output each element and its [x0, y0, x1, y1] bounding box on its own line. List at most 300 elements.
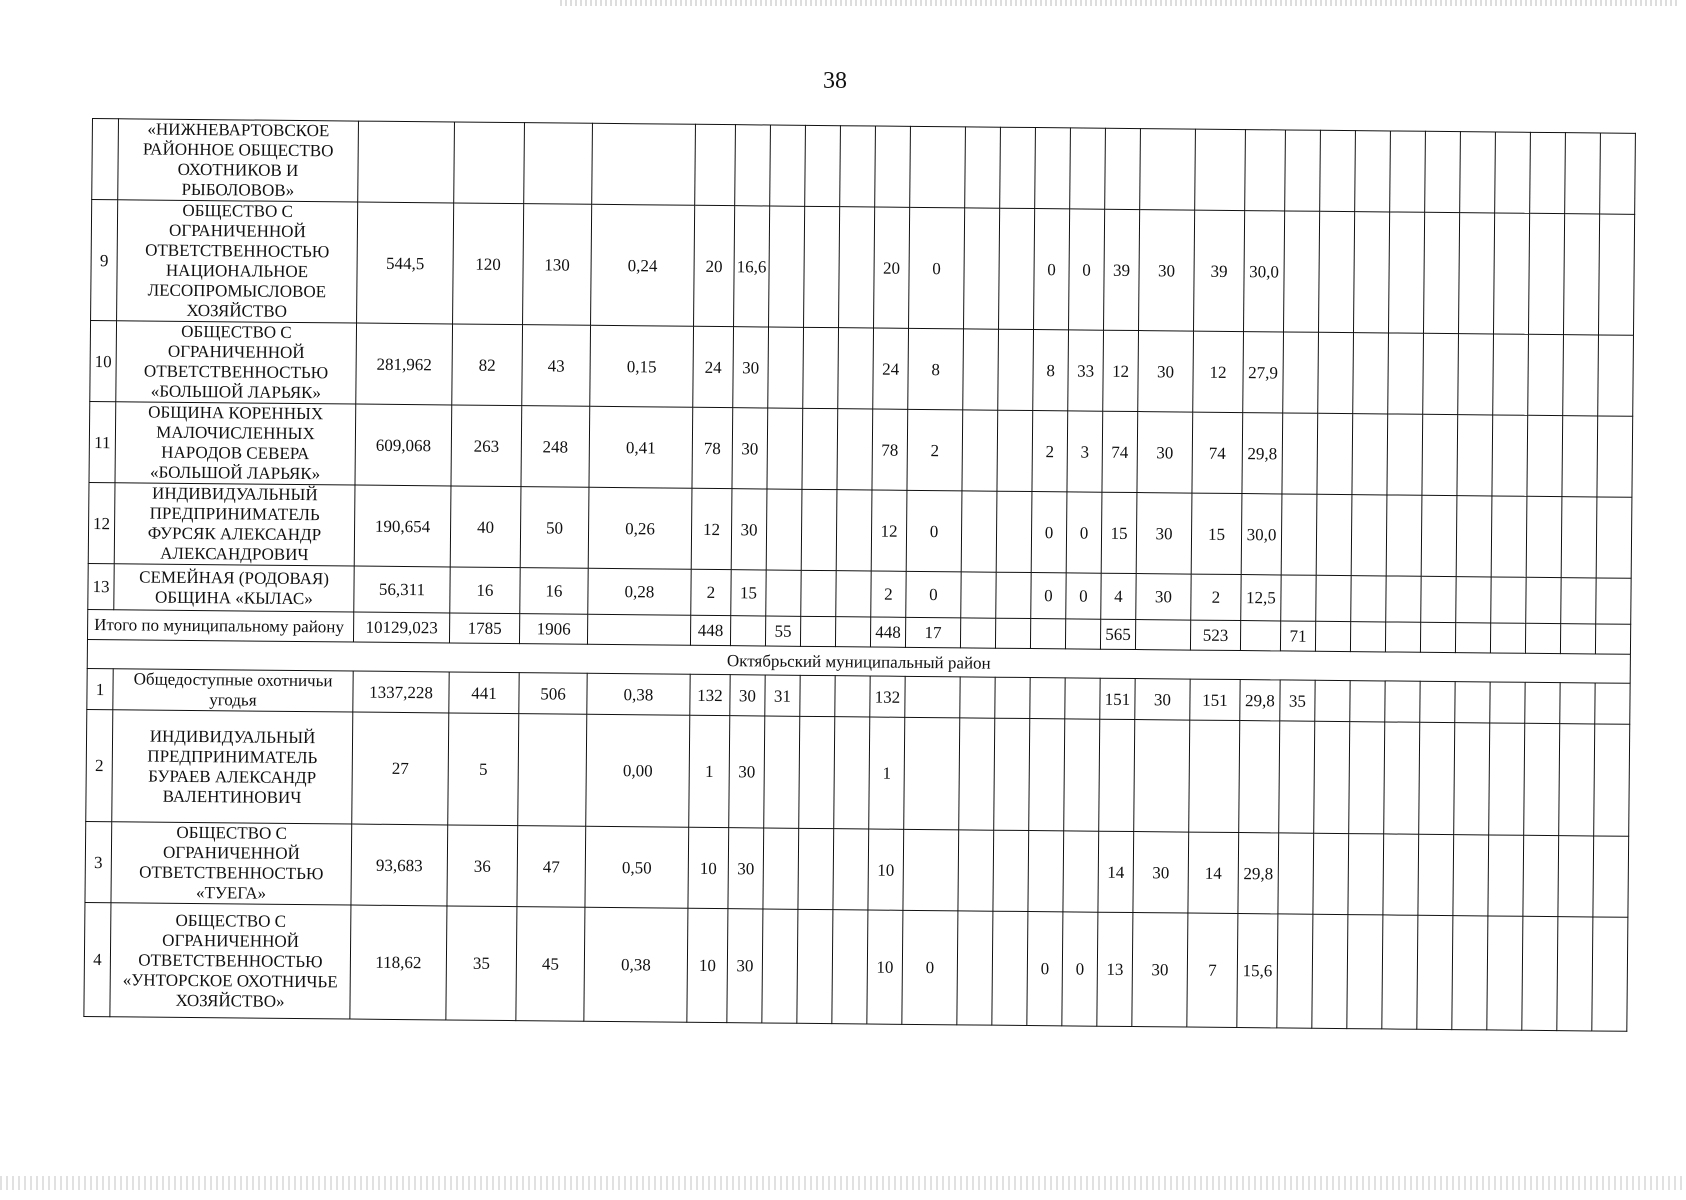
row-number: 10 [90, 320, 117, 401]
table-cell [997, 410, 1033, 491]
table-cell [1284, 211, 1320, 332]
table-cell [1386, 576, 1421, 622]
table-cell [964, 208, 1000, 329]
table-cell [1593, 836, 1629, 917]
table-cell: 0,00 [586, 714, 690, 827]
table-cell: 441 [449, 672, 519, 714]
table-cell [798, 828, 834, 909]
table-cell [1592, 917, 1628, 1031]
table-cell: 93,683 [351, 824, 448, 906]
table-cell: 8 [908, 328, 964, 410]
table-cell: 12,5 [1241, 575, 1281, 621]
table-cell: 0 [909, 207, 965, 329]
table-cell: 8 [1033, 330, 1069, 411]
table-cell [1312, 914, 1348, 1028]
table-cell: 30 [733, 327, 769, 408]
table-cell [1134, 720, 1190, 833]
table-cell: 43 [522, 325, 591, 407]
table-body [84, 119, 1636, 1032]
table-cell: 45 [516, 907, 585, 1022]
table-cell: 30 [1138, 331, 1194, 413]
table-cell [904, 717, 960, 830]
scan-edge-top [560, 0, 1680, 6]
table-cell [1596, 497, 1632, 578]
table-cell [1455, 682, 1490, 723]
table-cell [1598, 335, 1634, 416]
table-cell [1524, 723, 1560, 835]
table-cell [1384, 722, 1420, 834]
table-cell [1070, 128, 1106, 209]
table-cell [1419, 722, 1455, 834]
table-cell: 263 [451, 405, 522, 487]
table-cell [358, 121, 455, 203]
table-cell: 71 [1280, 621, 1315, 651]
table-cell [1030, 619, 1065, 649]
table-cell [764, 716, 800, 828]
table-cell: 12 [871, 490, 907, 571]
scan-edge-bottom [0, 1176, 1686, 1190]
table-cell: 17 [905, 617, 960, 648]
table-cell: 2 [871, 571, 906, 617]
table-cell: 190,654 [354, 485, 451, 567]
table-cell [1557, 917, 1593, 1031]
table-cell [1561, 578, 1596, 624]
table-cell [961, 572, 996, 618]
table-cell: 78 [692, 407, 733, 488]
organization-name: «НИЖНЕВАРТОВСКОЕ РАЙОННОЕ ОБЩЕСТВО ОХОТНИКОВ И РЫБОЛОВОВ» [118, 119, 359, 202]
organization-name: ОБЩЕСТВО С ОГРАНИЧЕННОЙ ОТВЕТСТВЕННОСТЬЮ НАЦИОНАЛЬНОЕ ЛЕСОПРОМЫСЛОВОЕ ХОЗЯЙСТВО [117, 200, 358, 323]
table-cell [1281, 575, 1316, 621]
table-cell [1352, 414, 1388, 495]
table-cell: 30 [731, 489, 767, 570]
organization-name: ОБЩЕСТВО С ОГРАНИЧЕННОЙ ОТВЕТСТВЕННОСТЬЮ «БОЛЬШОЙ ЛАРЬЯК» [116, 321, 357, 404]
table-cell [832, 910, 868, 1024]
row-number: 1 [87, 668, 113, 709]
table-cell [524, 123, 593, 205]
table-cell [1492, 415, 1528, 496]
table-cell: 29,8 [1240, 680, 1280, 721]
table-cell [730, 616, 765, 646]
table-cell [840, 126, 876, 207]
table-cell [1493, 213, 1529, 334]
table-cell [1239, 721, 1280, 833]
table-cell: 544,5 [357, 202, 454, 324]
table-cell [1035, 128, 1071, 209]
table-cell: 0,50 [585, 826, 689, 908]
table-cell: 36 [447, 825, 518, 907]
table-cell: 13 [1097, 912, 1133, 1026]
table-cell: 30 [1139, 210, 1195, 332]
table-cell: 24 [693, 326, 734, 407]
table-cell: 0 [906, 490, 962, 572]
table-cell [1030, 678, 1065, 719]
table-cell [518, 714, 587, 827]
table-cell [1000, 127, 1036, 208]
table-cell: 10 [868, 829, 904, 910]
table-cell [1390, 131, 1426, 212]
table-cell: 1337,228 [353, 671, 449, 713]
table-cell [1456, 496, 1492, 577]
table-cell: 0,24 [591, 204, 695, 326]
table-cell [769, 206, 805, 327]
table-cell [803, 327, 839, 408]
table-cell: 27 [352, 712, 449, 825]
hunting-quota-table [83, 118, 1636, 1032]
table-cell [1420, 622, 1455, 652]
table-cell [1277, 914, 1313, 1028]
table-cell [1388, 333, 1424, 414]
table-cell: 30,0 [1244, 211, 1285, 332]
table-cell [960, 677, 995, 718]
table-cell: 2 [1191, 574, 1241, 620]
table-cell: 20 [694, 205, 735, 326]
table-cell [1528, 334, 1564, 415]
table-cell: 506 [519, 673, 587, 715]
table-cell: 0,41 [589, 406, 693, 488]
table-cell: 448 [870, 617, 905, 647]
table-cell [762, 909, 798, 1023]
table-cell: 0,15 [590, 325, 694, 407]
table-cell [1281, 494, 1317, 575]
table-cell: 0 [1027, 912, 1063, 1026]
table-cell: 0 [1069, 209, 1105, 330]
table-cell [1347, 915, 1383, 1029]
table-cell: 0 [1062, 912, 1098, 1026]
table-cell: 0,26 [588, 487, 692, 569]
table-cell: 565 [1100, 619, 1135, 649]
table-cell: 30 [729, 716, 765, 828]
table-cell [1105, 128, 1141, 209]
table-cell [1453, 835, 1489, 916]
table-cell [996, 572, 1031, 618]
table-cell: 15 [731, 570, 766, 616]
table-cell [1523, 835, 1559, 916]
table-cell: 248 [521, 406, 590, 488]
table-cell [1350, 681, 1385, 722]
table-cell [1417, 915, 1453, 1029]
table-cell [910, 126, 966, 208]
table-cell [1495, 132, 1531, 213]
table-cell [767, 408, 803, 489]
table-cell [835, 617, 870, 647]
table-row [86, 709, 1630, 836]
table-cell [804, 206, 840, 327]
table-cell [1460, 132, 1496, 213]
table-cell: 2 [691, 569, 731, 615]
table-cell [1456, 577, 1491, 623]
table-cell: 40 [450, 486, 521, 568]
table-cell: 523 [1190, 620, 1240, 650]
table-cell: 132 [870, 676, 905, 717]
table-cell [1348, 834, 1384, 915]
table-cell: 15 [1191, 493, 1242, 574]
row-number [92, 119, 119, 200]
table-cell [998, 329, 1034, 410]
table-cell: 20 [874, 207, 910, 328]
table-cell [957, 911, 993, 1025]
table-cell [1562, 416, 1598, 497]
table-cell [1597, 416, 1633, 497]
table-cell [1560, 624, 1595, 654]
row-number: 3 [85, 821, 112, 902]
table-row [84, 902, 1628, 1031]
table-cell: 30,0 [1241, 494, 1282, 575]
table-cell: 448 [690, 615, 730, 645]
table-cell [1458, 334, 1494, 415]
table-cell [1560, 683, 1595, 724]
table-cell: 24 [873, 328, 909, 409]
table-cell [1422, 414, 1458, 495]
table-cell: 0 [1066, 492, 1102, 573]
table-cell [454, 122, 525, 204]
table-cell [996, 491, 1032, 572]
table-cell: 1 [689, 715, 730, 827]
table-cell [1386, 495, 1422, 576]
table-cell: 5 [448, 713, 519, 826]
table-cell [1455, 623, 1490, 653]
table-cell: 12 [1103, 330, 1139, 411]
table-cell: 130 [523, 204, 592, 326]
table-cell: 16 [520, 568, 588, 615]
table-cell: 31 [765, 675, 800, 716]
table-cell [766, 489, 802, 570]
table-cell [1565, 133, 1601, 214]
table-cell: 1906 [519, 614, 587, 645]
table-cell [1491, 577, 1526, 623]
table-cell [802, 408, 838, 489]
table-cell [1526, 577, 1561, 623]
table-cell [797, 909, 833, 1023]
table-cell [1063, 831, 1099, 912]
table-row [91, 200, 1635, 336]
table-cell: 39 [1104, 209, 1140, 330]
table-cell [1320, 130, 1356, 211]
table-cell [1029, 719, 1065, 831]
table-cell [1385, 622, 1420, 652]
table-cell: 35 [446, 906, 517, 1021]
table-cell: 281,962 [356, 323, 453, 405]
table-cell [875, 126, 911, 207]
table-cell: 151 [1190, 679, 1240, 720]
table-cell: 30 [1137, 412, 1193, 494]
table-cell [1245, 130, 1286, 211]
table-cell [1600, 133, 1636, 214]
table-cell: 3 [1067, 411, 1103, 492]
table-cell [800, 675, 835, 716]
table-cell [837, 409, 873, 490]
table-cell [959, 718, 995, 830]
table-cell: 39 [1194, 210, 1245, 331]
table-cell [763, 828, 799, 909]
table-cell [770, 125, 806, 206]
table-cell: 0 [902, 910, 958, 1025]
table-cell [799, 716, 835, 828]
table-cell [1598, 214, 1634, 335]
table-cell [1285, 130, 1321, 211]
table-cell [1317, 413, 1353, 494]
organization-name: Общедоступные охотничьи угодья [113, 669, 353, 712]
table-cell [735, 125, 771, 206]
table-cell [1383, 834, 1419, 915]
table-cell [1350, 622, 1385, 652]
table-cell [1420, 681, 1455, 722]
table-cell [1315, 680, 1350, 721]
table-cell [1491, 496, 1527, 577]
table-cell [695, 124, 736, 205]
row-number: 4 [84, 902, 111, 1016]
table-cell: 15,6 [1237, 914, 1278, 1028]
table-cell [1423, 212, 1459, 333]
table-cell [801, 570, 836, 616]
table-cell [1279, 721, 1315, 833]
table-cell [1313, 833, 1349, 914]
table-cell [800, 616, 835, 646]
table-cell: 30 [730, 675, 765, 716]
table-cell: 1785 [449, 613, 519, 644]
table-cell [1596, 578, 1631, 624]
table-cell: 30 [727, 909, 763, 1023]
organization-name: СЕМЕЙНАЯ (РОДОВАЯ) ОБЩИНА «КЫЛАС» [114, 564, 354, 612]
table-cell [766, 570, 801, 616]
table-cell [1316, 494, 1352, 575]
table-cell [833, 829, 869, 910]
table-cell: 0 [1031, 573, 1066, 619]
district-title: Октябрьский муниципальный район [87, 639, 1630, 683]
table-cell [1318, 332, 1354, 413]
table-cell [1493, 334, 1529, 415]
table-cell: 56,311 [354, 566, 450, 613]
table-row [90, 320, 1634, 416]
table-cell [768, 327, 804, 408]
table-cell [995, 677, 1030, 718]
table-cell [1458, 213, 1494, 334]
table-cell [1425, 131, 1461, 212]
table-cell [1278, 833, 1314, 914]
table-cell: 0,28 [588, 568, 691, 615]
table-cell: 0 [1066, 573, 1101, 619]
table-cell [1421, 495, 1457, 576]
table-cell: 132 [690, 674, 730, 715]
table-cell: 7 [1187, 913, 1238, 1027]
table-cell [1353, 333, 1389, 414]
table-cell [1487, 916, 1523, 1030]
table-cell [958, 830, 994, 911]
table-cell [1314, 721, 1350, 833]
table-cell [1195, 129, 1246, 210]
table-cell [1527, 415, 1563, 496]
row-number: 12 [88, 482, 115, 563]
row-number: 13 [88, 563, 114, 609]
table-cell: 12 [691, 488, 732, 569]
table-cell [905, 676, 960, 718]
table-cell: 82 [452, 324, 523, 406]
table-cell [1489, 723, 1525, 835]
table-cell: 0,38 [584, 907, 688, 1022]
table-cell: 47 [517, 826, 586, 908]
table-cell [1525, 682, 1560, 723]
table-cell [903, 829, 959, 911]
table-cell: 30 [1136, 574, 1191, 621]
table-cell [1561, 497, 1597, 578]
table-cell [1028, 831, 1064, 912]
table-cell: 14 [1098, 831, 1134, 912]
table-cell: 16,6 [734, 206, 770, 327]
table-row [92, 119, 1636, 215]
table-cell [1421, 576, 1456, 622]
table-cell [1530, 132, 1566, 213]
table-cell [1387, 414, 1423, 495]
table-cell [1457, 415, 1493, 496]
table-cell: 30 [1132, 913, 1188, 1028]
table-cell: 74 [1192, 412, 1243, 493]
table-cell: 4 [1101, 573, 1136, 619]
table-cell: 0,38 [587, 673, 690, 715]
table-cell [1563, 214, 1599, 335]
table-cell: 30 [728, 828, 764, 909]
table-cell [1559, 724, 1595, 836]
table-cell [999, 208, 1035, 329]
table-cell: 2 [907, 409, 963, 491]
table-cell: 30 [1135, 679, 1190, 721]
table-cell [1423, 333, 1459, 414]
table-row [89, 401, 1633, 497]
table-cell: 29,8 [1238, 833, 1279, 914]
table-cell: 35 [1280, 680, 1315, 721]
table-cell: 10 [867, 910, 903, 1024]
table-cell [1349, 722, 1385, 834]
table-cell [1351, 495, 1387, 576]
table-cell: 10 [688, 827, 729, 908]
table-cell [1528, 213, 1564, 334]
table-cell [1490, 682, 1525, 723]
table-cell [1283, 332, 1319, 413]
organization-name: ОБЩЕСТВО С ОГРАНИЧЕННОЙ ОТВЕТСТВЕННОСТЬЮ «ТУЕГА» [111, 822, 352, 905]
table-cell [836, 490, 872, 571]
table-row [88, 482, 1632, 578]
table-cell: 118,62 [350, 905, 447, 1020]
table-cell: 2 [1032, 411, 1068, 492]
table-cell: 10129,023 [353, 612, 449, 643]
table-cell [1385, 681, 1420, 722]
table-cell [1065, 678, 1100, 719]
organization-name: ОБЩЕСТВО С ОГРАНИЧЕННОЙ ОТВЕТСТВЕННОСТЬЮ «УНТОРСКОЕ ОХОТНИЧЬЕ ХОЗЯЙСТВО» [110, 903, 351, 1019]
table-cell [1488, 835, 1524, 916]
table-cell: 15 [1101, 492, 1137, 573]
table-cell [994, 718, 1030, 830]
table-cell [587, 614, 690, 645]
table-cell [834, 717, 870, 829]
table-cell [1388, 212, 1424, 333]
table-cell [1240, 621, 1280, 651]
table-cell [1099, 719, 1135, 831]
table-cell: 10 [687, 908, 728, 1022]
table-cell: 609,068 [355, 404, 452, 486]
table-cell: 50 [520, 487, 589, 569]
table-cell [1382, 915, 1418, 1029]
table-cell [992, 911, 1028, 1025]
table-cell: 30 [1136, 493, 1192, 575]
table-cell [838, 328, 874, 409]
table-cell [805, 125, 841, 206]
table-cell: 16 [450, 567, 520, 614]
table-cell [1355, 131, 1391, 212]
table-cell [1563, 335, 1599, 416]
table-cell [1316, 575, 1351, 621]
table-cell [1189, 720, 1240, 832]
row-number: 2 [86, 709, 113, 821]
organization-name: ИНДИВИДУАЛЬНЫЙ ПРЕДПРИНИМАТЕЛЬ БУРАЕВ АЛЕКСАНДР ВАЛЕНТИНОВИЧ [112, 710, 353, 824]
table-cell: 29,8 [1242, 413, 1283, 494]
